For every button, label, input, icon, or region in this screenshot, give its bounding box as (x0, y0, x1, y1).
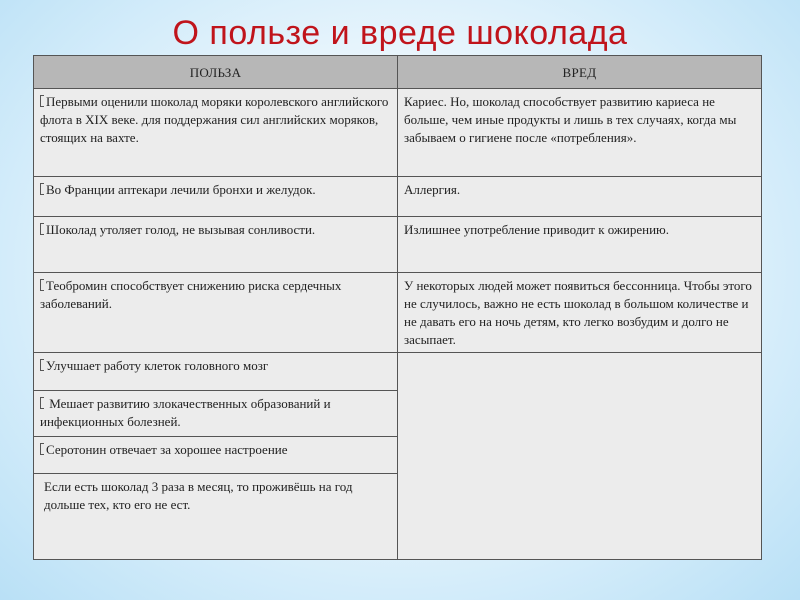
harm-cell (398, 217, 762, 273)
benefit-cell (34, 437, 398, 474)
bullet-icon (40, 183, 44, 195)
header-benefit: ПОЛЬЗА (34, 56, 398, 89)
table-row (34, 353, 762, 391)
benefit-text: Теобромин способствует снижению риска сердечных заболеваний. (40, 278, 342, 311)
harm-text: Кариес. Но, шоколад способствует развитию кариеса не больше, чем иные продукты и лишь в тех случаях, когда мы забываем о гигиене после «потребления». (404, 94, 737, 145)
benefit-text: Первыми оценили шоколад моряки королевского английского флота в XIX веке. для поддержания сил английских моряков, стоящих на вахте. (40, 94, 389, 145)
benefit-cell (34, 273, 398, 353)
header-harm: ВРЕД (398, 56, 762, 89)
harm-text: У некоторых людей может появиться бессонница. Чтобы этого не случилось, важно не есть шоколад в большом количестве и не давать его на ночь детям, кто легко возбудим и долго не засыпает. (404, 278, 752, 347)
bullet-icon (40, 397, 44, 409)
benefit-text: Улучшает работу клеток головного мозг (46, 358, 269, 373)
benefit-text: Если есть шоколад 3 раза в месяц, то проживёшь на год дольше тех, кто его не ест. (44, 479, 353, 512)
benefit-cell (34, 391, 398, 437)
benefit-cell (34, 217, 398, 273)
benefit-text: Мешает развитию злокачественных образований и инфекционных болезней. (40, 396, 331, 429)
bullet-icon (40, 443, 44, 455)
harm-cell (398, 177, 762, 217)
benefit-cell (34, 177, 398, 217)
benefit-text: Во Франции аптекари лечили бронхи и желудок. (46, 182, 316, 197)
benefit-cell (34, 353, 398, 391)
harm-text: Аллергия. (404, 182, 461, 197)
harm-text: Излишнее употребление приводит к ожирению. (404, 222, 670, 237)
harm-cell (398, 89, 762, 177)
table-row (34, 177, 762, 217)
benefit-harm-table (33, 55, 762, 560)
table-row (34, 89, 762, 177)
bullet-icon (40, 279, 44, 291)
bullet-icon (40, 359, 44, 371)
benefit-text: Серотонин отвечает за хорошее настроение (46, 442, 288, 457)
harm-cell (398, 273, 762, 353)
harm-cell-empty (398, 353, 762, 560)
benefit-text: Шоколад утоляет голод, не вызывая сонливости. (46, 222, 316, 237)
benefit-cell (34, 474, 398, 560)
table-row (34, 217, 762, 273)
slide-title: О пользе и вреде шоколада (172, 14, 628, 52)
table-header-row (34, 56, 762, 89)
benefit-cell (34, 89, 398, 177)
table-row (34, 273, 762, 353)
bullet-icon (40, 223, 44, 235)
bullet-icon (40, 95, 44, 107)
